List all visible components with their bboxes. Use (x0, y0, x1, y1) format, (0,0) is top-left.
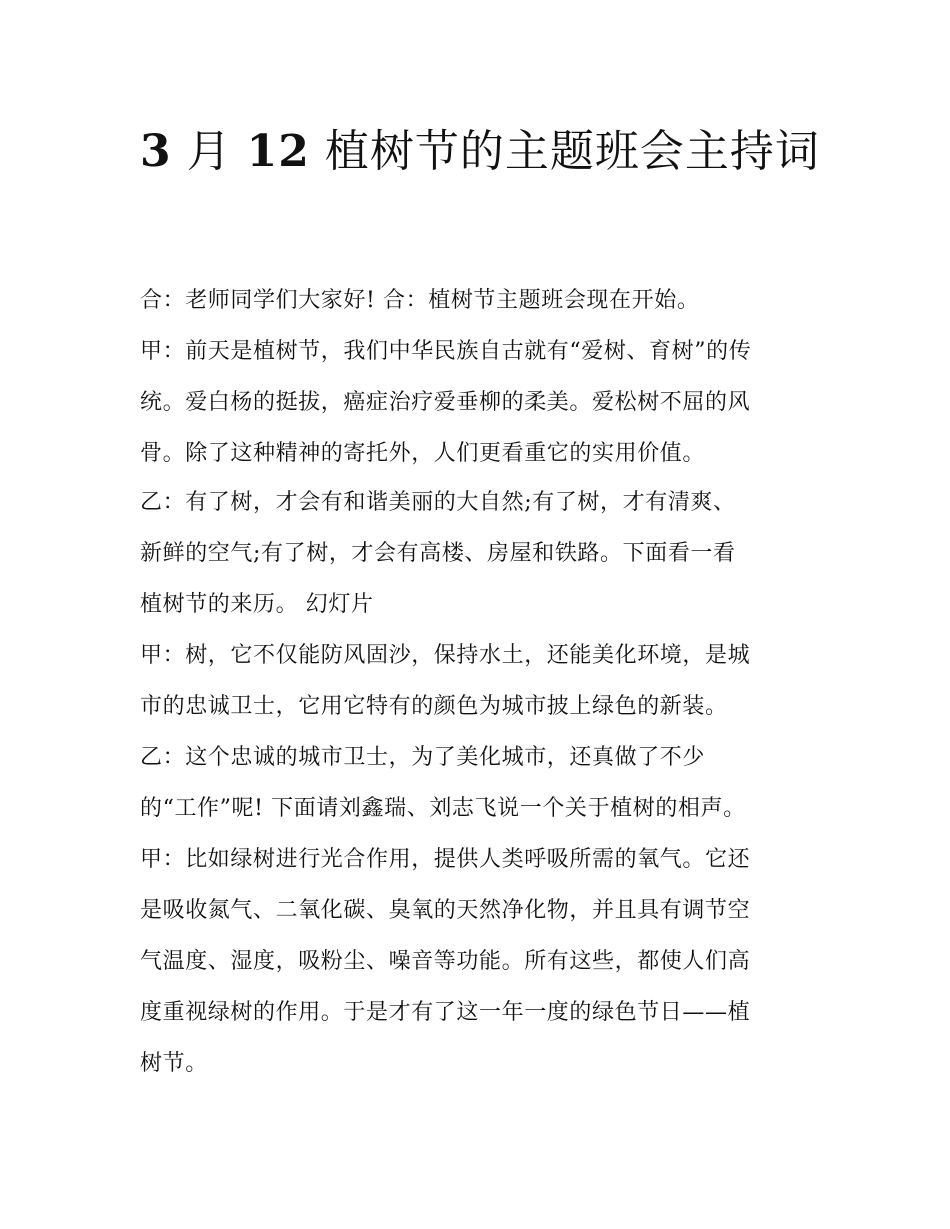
text-line: 甲：前天是植树节，我们中华民族自古就有“爱树、育树”的传 (140, 339, 752, 364)
text-line: 乙：有了树，才会有和谐美丽的大自然;有了树，才有清爽、 (140, 490, 736, 515)
text-line: 甲：树，它不仅能防风固沙，保持水土，还能美化环境，是城 (140, 643, 751, 668)
text-line: 乙：这个忠诚的城市卫士，为了美化城市，还真做了不少 (140, 745, 706, 770)
text-line: 市的忠诚卫士，它用它特有的颜色为城市披上绿色的新装。 (140, 694, 728, 719)
text-line: 是吸收氮气、二氧化碳、臭氧的天然净化物，并且具有调节空 (140, 898, 751, 923)
text-line: 统。爱白杨的挺拔，癌症治疗爱垂柳的柔美。爱松树不屈的风 (140, 390, 751, 415)
text-line: 植树节的来历。 幻灯片 (140, 592, 374, 617)
text-line: 度重视绿树的作用。于是才有了这一年一度的绿色节日——植 (140, 1000, 751, 1025)
page-title: 3 月 12 植树节的主题班会主持词 (140, 126, 820, 177)
text-line: 新鲜的空气;有了树，才会有高楼、房屋和铁路。下面看一看 (140, 541, 736, 566)
text-line: 树节。 (140, 1051, 208, 1076)
text-line: 的“工作”呢! 下面请刘鑫瑞、刘志飞说一个关于植树的相声。 (140, 796, 746, 821)
text-line: 合：老师同学们大家好! 合：植树节主题班会现在开始。 (140, 288, 700, 313)
text-line: 气温度、湿度，吸粉尘、噪音等功能。所有这些，都使人们高 (140, 949, 751, 974)
text-line: 骨。除了这种精神的寄托外，人们更看重它的实用价值。 (140, 441, 706, 466)
text-line: 甲：比如绿树进行光合作用，提供人类呼吸所需的氧气。它还 (140, 847, 751, 872)
